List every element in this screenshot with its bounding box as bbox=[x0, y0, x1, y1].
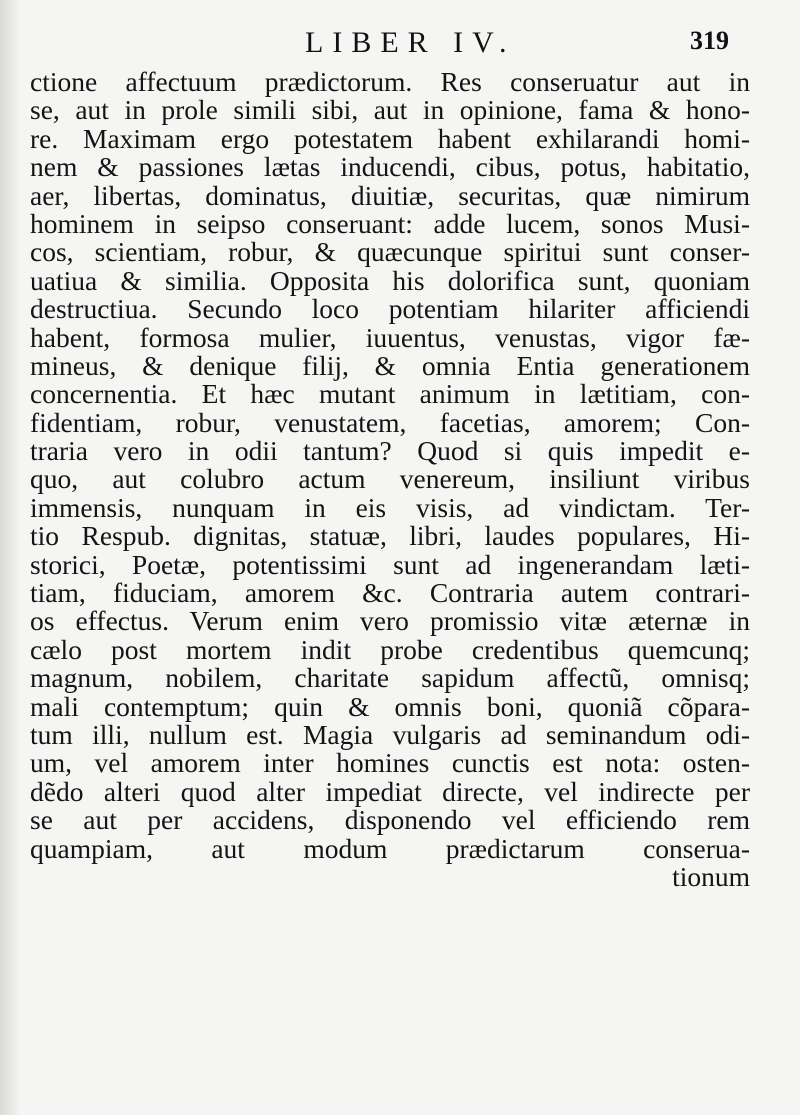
text-line-catchword: tionum bbox=[672, 860, 750, 892]
text-line: traria vero in odii tantum? Quod si quis impedit e- bbox=[30, 435, 750, 467]
text-line: se aut per accidens, disponendo vel efficiendo rem bbox=[30, 804, 750, 836]
text-line: tiam, fiduciam, amorem &c. Contraria autem contrari- bbox=[30, 577, 750, 609]
text-line: fidentiam, robur, venustatem, facetias, amorem; Con- bbox=[30, 406, 750, 438]
text-line: tum illi, nullum est. Magia vulgaris ad seminandum odi- bbox=[30, 718, 750, 750]
text-line: cos, scientiam, robur, & quæcunque spiritui sunt conser- bbox=[30, 236, 750, 268]
text-line: uatiua & similia. Opposita his dolorifica sunt, quoniam bbox=[30, 264, 750, 296]
text-line: nem & passiones lætas inducendi, cibus, potus, habitatio, bbox=[30, 151, 750, 183]
text-line: cælo post mortem indit probe credentibus quemcunq; bbox=[30, 633, 750, 665]
page-number: 319 bbox=[690, 26, 729, 55]
text-line: os effectus. Verum enim vero promissio vitæ æternæ in bbox=[30, 605, 750, 637]
text-line: storici, Poetæ, potentissimi sunt ad ingenerandam læti- bbox=[30, 548, 750, 580]
text-line: se, aut in prole simili sibi, aut in opinione, fama & hono- bbox=[30, 94, 750, 126]
text-line: mali contemptum; quin & omnis boni, quoniã cõpara- bbox=[30, 690, 750, 722]
text-line: hominem in seipso conseruant: adde lucem, sonos Musi- bbox=[30, 207, 750, 239]
text-line: habent, formosa mulier, iuuentus, venustas, vigor fæ- bbox=[30, 321, 750, 353]
page-gutter-shadow bbox=[0, 0, 20, 1115]
running-head: LIBER IV. bbox=[305, 26, 516, 59]
text-line: quampiam, aut modum prædictarum conserua- bbox=[30, 832, 750, 864]
text-line: um, vel amorem inter homines cunctis est nota: osten- bbox=[30, 747, 750, 779]
text-line: mineus, & denique filij, & omnia Entia generationem bbox=[30, 349, 750, 381]
text-line: ctione affectuum prædictorum. Res conseruatur aut in bbox=[30, 66, 750, 97]
page-header bbox=[0, 22, 800, 62]
text-line: tio Respub. dignitas, statuæ, libri, laudes populares, Hi- bbox=[30, 520, 750, 552]
text-line: re. Maximam ergo potestatem habent exhilarandi homi- bbox=[30, 122, 750, 154]
text-line: aer, libertas, dominatus, diuitiæ, securitas, quæ nimirum bbox=[30, 179, 750, 211]
body-text bbox=[30, 68, 750, 891]
text-line: magnum, nobilem, charitate sapidum affectũ, omnisq; bbox=[30, 662, 750, 694]
text-line: dẽdo alteri quod alter impediat directe, vel indirecte per bbox=[30, 775, 750, 807]
text-line: quo, aut colubro actum venereum, insiliunt viribus bbox=[30, 463, 750, 495]
text-line: immensis, nunquam in eis visis, ad vindictam. Ter- bbox=[30, 491, 750, 523]
text-line: concernentia. Et hæc mutant animum in lætitiam, con- bbox=[30, 378, 750, 410]
text-line: destructiua. Secundo loco potentiam hilariter afficiendi bbox=[30, 293, 750, 325]
